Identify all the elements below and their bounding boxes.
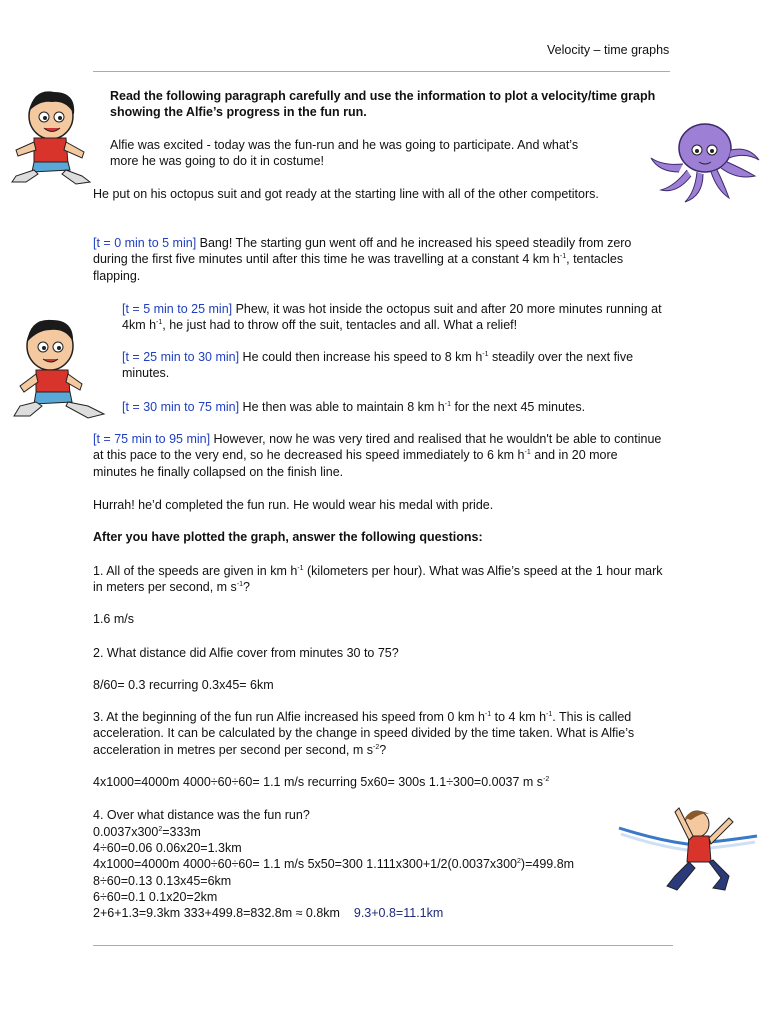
answer-4-line-4: 8÷60=0.13 0.13x45=6km [93,874,232,888]
answer-4-line-5: 6÷60=0.1 0.1x20=2km [93,890,218,904]
story-segment-2: [t = 5 min to 25 min] Phew, it was hot inside the octopus suit and after 20 more minutes running at 4km $h^{-1}$, he just had to throw off the suit, tentacles and all. What a relief! [122,302,662,333]
story-segment-5: [t = 75 min to 95 min] However, now he was very tired and realised that he wouldn't be able to continue at this pace to the very end, so he decreased his speed immediately to 6 km $h^{-1}$ and in 20 more minutes he finally collapsed on the finish line. [93,432,662,479]
final-total: 9.3+0.8=11.1km [353,906,444,920]
conclusion-text: Hurrah! he’d completed the fun run. He would wear his medal with pride. [93,498,494,512]
answer-3: 4x1000=4000m 4000÷60÷60= 1.1 m/s recurring 5x60= 300s 1.1÷300=0.0037 m $s^{-2}$ [93,775,550,789]
answer-2: 8/60= 0.3 recurring 0.3x45= 6km [93,678,274,692]
time-label: [t = 5 min to 25 min] [122,302,233,316]
question-4: 4. Over what distance was the fun run? [93,808,310,822]
footer-rule [93,945,673,946]
header-rule [93,71,670,72]
questions-heading: After you have plotted the graph, answer the following questions: [93,530,483,544]
answer-4-line-6: 2+6+1.3=9.3km 333+499.8=832.8m ≈ 0.8km 9.3+0.8=11.1km [93,906,444,920]
page-title: Velocity – time graphs [547,43,670,57]
time-label: [t = 25 min to 30 min] [122,350,240,364]
instruction-text: Read the following paragraph carefully and use the information to plot a velocity/time graph showing the Alfie’s progress in the fun run. [110,89,656,120]
question-1: 1. All of the speeds are given in km $h^{-1}$ (kilometers per hour). What was Alfie’s speed at the 1 hour mark in meters per second, m $s^{-1}$? [93,564,663,595]
answer-4-line-3: 4x1000=4000m 4000÷60÷60= 1.1 m/s 5x50=300 $1.111x300+1/2(0.0037x300^2)=499.8m$ [93,857,575,871]
time-label: [t = 75 min to 95 min] [93,432,211,446]
story-segment-1: [t = 0 min to 5 min] Bang! The starting gun went off and he increased his speed steadily from zero during the first five minutes until after this time he was travelling at a constant 4 km $h^{-1}$, tentacles flapping. [93,236,632,283]
time-label: [t = 0 min to 5 min] [93,236,197,250]
story-segment-4: [t = 30 min to 75 min] He then was able to maintain 8 km $h^{-1}$ for the next 45 minutes. [122,400,586,414]
octopus-illustration [645,120,763,205]
answer-4-line-1: $0.0037x300^2=333m$ [93,825,201,839]
time-label: [t = 30 min to 75 min] [122,400,240,414]
question-2: 2. What distance did Alfie cover from minutes 30 to 75? [93,646,399,660]
intro-paragraph-2: He put on his octopus suit and got ready at the starting line with all of the other competitors. [93,187,599,201]
answer-4-line-2: 4÷60=0.06 0.06x20=1.3km [93,841,242,855]
finish-line-runner-illustration [617,800,759,892]
running-boy-illustration-2 [10,314,110,420]
running-boy-illustration [4,86,94,186]
story-segment-3: [t = 25 min to 30 min] He could then increase his speed to 8 km $h^{-1}$ steadily over the next five minutes. [122,350,634,381]
intro-paragraph: Alfie was excited - today was the fun-run and he was going to participate. And what’s more he was going to do it in costume! [110,138,579,169]
answer-1: 1.6 m/s [93,612,134,626]
question-3: 3. At the beginning of the fun run Alfie increased his speed from 0 km $h^{-1}$ to 4 km $h^{-1}$. This is called acceleration. It can be calculated by the change in speed divided by the time taken. What is Alfie’s acceleration in metres per second per second, m $s^{-2}$? [93,710,635,757]
